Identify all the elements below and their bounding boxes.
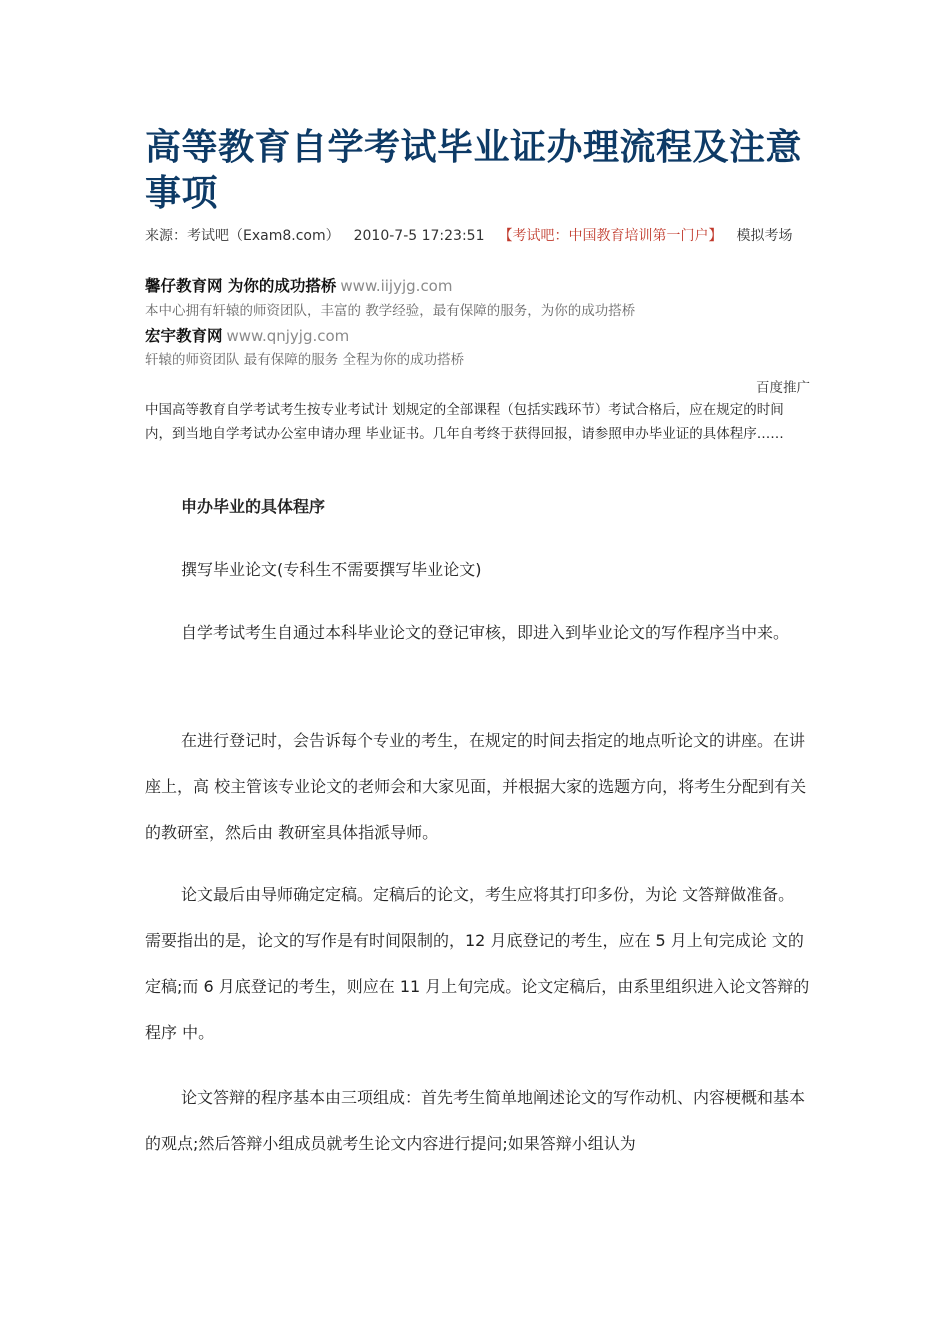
brand-link[interactable]: 【考试吧：中国教育培训第一门户】 <box>498 228 723 244</box>
publish-date: 2010-7-5 17:23:51 <box>353 228 485 244</box>
ad-2-desc: 轩辕的师资团队 最有保障的服务 全程为你的成功搭桥 <box>145 352 465 368</box>
paragraph-2-block <box>145 718 810 856</box>
paragraph-4-block <box>145 1075 810 1167</box>
mock-exam-link[interactable]: 模拟考场 <box>736 228 793 244</box>
ad-1-desc: 本中心拥有轩辕的师资团队，丰富的 教学经验，最有保障的服务，为你的成功搭桥 <box>145 303 636 319</box>
article-meta <box>145 224 810 248</box>
paragraph-3-block <box>145 872 810 1056</box>
ad-1-title[interactable] <box>145 275 452 297</box>
section-subheading: 撰写毕业论文(专科生不需要撰写毕业论文) <box>181 560 482 579</box>
article-title: 高等教育自学考试毕业证办理流程及注意事项 <box>145 126 803 214</box>
article-body <box>145 484 810 530</box>
ad-2-name[interactable]: 宏宇教育网 <box>145 327 223 345</box>
paragraph-2: 在进行登记时，会告诉每个专业的考生，在规定的时间去指定的地点听论文的讲座。在讲座上，高 校主管该专业论文的老师会和大家见面，并根据大家的选题方向，将考生分配到有关的教研室，然后由 教研室具体指派导师。 <box>145 731 807 842</box>
paragraph-1-block <box>145 610 810 656</box>
ad-label[interactable]: 百度推广 <box>756 380 810 396</box>
ad-1-url[interactable]: www.iijyjg.com <box>340 277 453 295</box>
ad-2-url[interactable]: www.qnjyjg.com <box>226 327 350 345</box>
paragraph-3: 论文最后由导师确定定稿。定稿后的论文，考生应将其打印多份，为论 文答辩做准备。需要指出的是，论文的写作是有时间限制的，12 月底登记的考生，应在 5 月上旬完成论 文的定稿;而 6 月底登记的考生，则应在 11 月上旬完成。论文定稿后，由系里组织进入论文答辩的程序 中。 <box>145 885 810 1042</box>
ad-2-title[interactable] <box>145 325 349 347</box>
ad-1-name[interactable]: 馨仔教育网 为你的成功搭桥 <box>145 277 337 295</box>
section-heading: 申办毕业的具体程序 <box>181 497 326 516</box>
subheading-block <box>145 547 810 593</box>
paragraph-4: 论文答辩的程序基本由三项组成：首先考生简单地阐述论文的写作动机、内容梗概和基本 的观点;然后答辩小组成员就考生论文内容进行提问;如果答辩小组认为 <box>145 1088 806 1153</box>
intro-paragraph: 中国高等教育自学考试考生按专业考试计 划规定的全部课程（包括实践环节）考试合格后，应在规定的时间内，到当地自学考试办公室申请办理 毕业证书。几年自考终于获得回报，请参照申办毕业证的具体程序…… <box>145 402 784 442</box>
paragraph-1: 自学考试考生自通过本科毕业论文的登记审核，即进入到毕业论文的写作程序当中来。 <box>181 623 790 642</box>
source-text: 来源：考试吧（Exam8.com） <box>145 228 340 244</box>
